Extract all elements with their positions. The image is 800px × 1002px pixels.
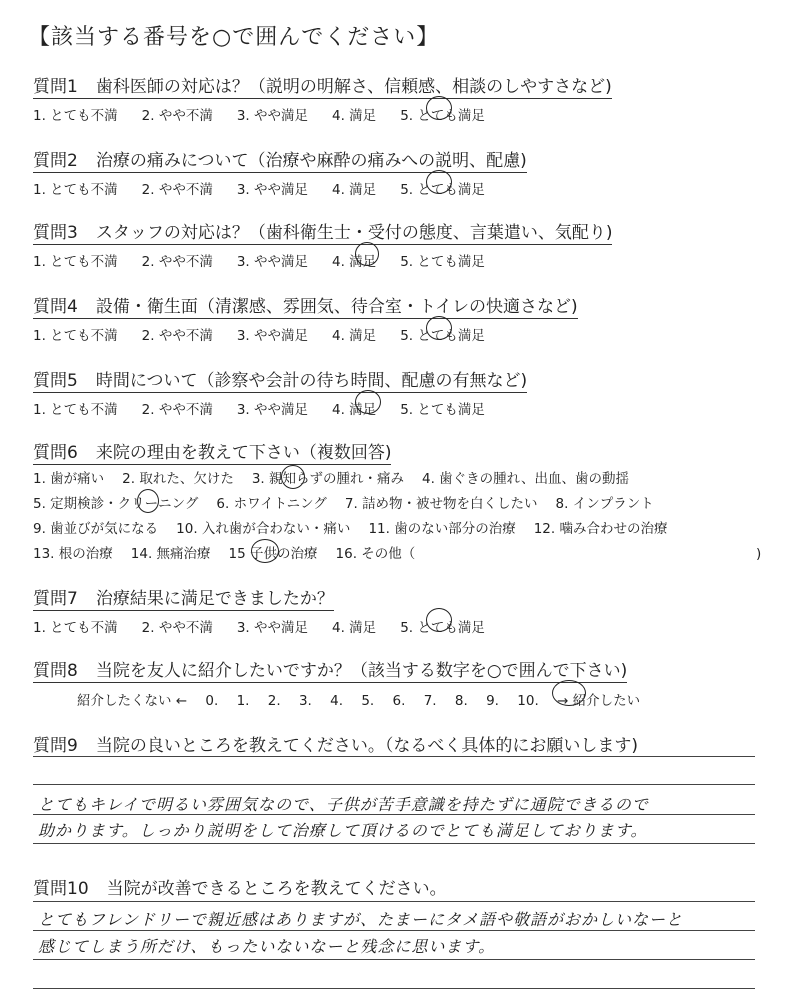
scale-value[interactable]: 6. [392,693,406,709]
question-8 [33,656,773,709]
question-7 [33,584,773,636]
scale-value[interactable]: 10. [517,693,539,709]
option-1[interactable]: 1. とても不満 [33,254,118,270]
reason-option[interactable]: 12. 噛み合わせの治療 [533,521,668,537]
reason-option[interactable]: 5. 定期検診・クリーニング [33,496,199,512]
reason-options [33,467,773,567]
question-text: 当院が改善できるところを教えてください。 [106,879,447,899]
scale-value[interactable]: 8. [454,693,468,709]
question-number: 質問1 [33,77,78,97]
reason-option[interactable]: 14. 無痛治療 [130,546,211,562]
question-9 [33,731,773,757]
reason-option[interactable]: 10. 入れ歯が合わない・痛い [176,521,351,537]
options [33,250,773,270]
option-4[interactable]: 4. 満足 [332,402,377,418]
question-text: 治療の痛みについて（治療や麻酔の痛みへの説明、配慮) [95,151,527,171]
question-number: 質問9 [33,736,78,756]
recommend-scale [33,689,773,709]
handwritten-answer-line: とてもフレンドリーで親近感はありますが、たまーにタメ語や敬語がおかしいなーと [38,910,683,929]
option-5[interactable]: 5. とても満足 [400,402,485,418]
option-5[interactable]: 5. とても満足 [400,108,485,124]
option-4[interactable]: 4. 満足 [332,182,377,198]
other-close-paren: ) [756,546,762,562]
option-3[interactable]: 3. やや満足 [236,182,309,198]
option-2[interactable]: 2. やや不満 [141,402,213,418]
option-3[interactable]: 3. やや満足 [236,254,309,270]
scale-value[interactable]: 0. [205,693,219,709]
question-text: 歯科医師の対応は？（説明の明解さ、信頼感、相談のしやすさなど) [95,77,612,97]
option-3[interactable]: 3. やや満足 [236,108,309,124]
question-text: 時間について（診察や会計の待ち時間、配慮の有無など) [95,371,528,391]
option-5[interactable]: 5. とても満足 [400,254,485,270]
handwritten-answer-line: 助かります。しっかり説明をして治療して頂けるのでとても満足しております。 [38,821,648,840]
option-3[interactable]: 3. やや満足 [236,402,309,418]
scale-value[interactable]: 5. [361,693,375,709]
page-title: 【該当する番号を○で囲んでください】 [28,25,440,50]
question-number: 質問3 [33,223,78,243]
question-text: スタッフの対応は？（歯科衛生士・受付の態度、言葉遣い、気配り) [95,223,613,243]
reason-option[interactable]: 16. その他（ [335,546,416,562]
question-10 [33,874,773,900]
option-5[interactable]: 5. とても満足 [400,182,485,198]
option-2[interactable]: 2. やや不満 [141,182,213,198]
option-3[interactable]: 3. やや満足 [236,328,309,344]
option-4[interactable]: 4. 満足 [332,620,377,636]
reason-option[interactable]: 1. 歯が痛い [33,471,105,487]
answer-line [33,901,755,902]
option-4[interactable]: 4. 満足 [332,108,377,124]
scale-value[interactable]: 4. [330,693,344,709]
answer-line [33,814,755,815]
reason-option[interactable]: 13. 根の治療 [33,546,113,562]
scale-value[interactable]: 1. [236,693,250,709]
reason-option[interactable]: 11. 歯のない部分の治療 [368,521,516,537]
option-2[interactable]: 2. やや不満 [141,620,213,636]
options [33,104,773,124]
option-2[interactable]: 2. やや不満 [141,108,213,124]
question-number: 質問10 [33,879,89,899]
reason-option[interactable]: 8. インプラント [555,496,654,512]
answer-line [33,843,755,844]
question-2 [33,146,773,198]
question-text: 設備・衛生面（清潔感、雰囲気、待合室・トイレの快適さなど) [95,297,578,317]
scale-value[interactable]: 2. [267,693,281,709]
question-3 [33,218,773,270]
options [33,616,773,636]
question-number: 質問4 [33,297,78,317]
answer-line [33,756,755,757]
question-number: 質問5 [33,371,78,391]
reason-option[interactable]: 4. 歯ぐきの腫れ、出血、歯の動揺 [422,471,629,487]
answer-line [33,959,755,960]
option-4[interactable]: 4. 満足 [332,254,377,270]
reason-option[interactable]: 7. 詰め物・被せ物を白くしたい [344,496,538,512]
option-1[interactable]: 1. とても不満 [33,328,118,344]
question-1 [33,72,773,124]
question-4 [33,292,773,344]
option-2[interactable]: 2. やや不満 [141,328,213,344]
question-number: 質問6 [33,443,78,463]
handwritten-answer-line: 感じてしまう所だけ、もったいないなーと残念に思います。 [38,937,496,956]
reason-option[interactable]: 3. 親知らずの腫れ・痛み [251,471,405,487]
option-3[interactable]: 3. やや満足 [236,620,309,636]
question-text: 当院の良いところを教えてください。（なるべく具体的にお願いします) [95,736,638,756]
options [33,324,773,344]
handwritten-answer-line: とてもキレイで明るい雰囲気なので、子供が苦手意識を持たずに通院できるので [38,795,649,814]
option-1[interactable]: 1. とても不満 [33,182,118,198]
reason-option[interactable]: 2. 取れた、欠けた [122,471,234,487]
question-number: 質問8 [33,661,78,681]
question-5 [33,366,773,418]
scale-value[interactable]: 7. [423,693,437,709]
option-5[interactable]: 5. とても満足 [400,620,485,636]
answer-line [33,988,755,989]
option-5[interactable]: 5. とても満足 [400,328,485,344]
scale-value[interactable]: 9. [486,693,499,709]
option-2[interactable]: 2. やや不満 [141,254,213,270]
question-text: 来院の理由を教えて下さい（複数回答) [95,443,392,463]
reason-option[interactable]: 6. ホワイトニング [216,496,327,512]
scale-right-label: → 紹介したい [557,693,641,709]
option-4[interactable]: 4. 満足 [332,328,377,344]
question-6 [33,438,773,567]
question-number: 質問2 [33,151,78,171]
option-1[interactable]: 1. とても不満 [33,108,118,124]
question-text: 当院を友人に紹介したいですか？（該当する数字を○で囲んで下さい) [95,661,628,681]
option-1[interactable]: 1. とても不満 [33,402,118,418]
options [33,178,773,198]
question-text: 治療結果に満足できましたか？ [95,589,334,609]
options [33,398,773,418]
answer-line [33,930,755,931]
reason-option[interactable]: 9. 歯並びが気になる [33,521,159,537]
question-number: 質問7 [33,589,78,609]
option-1[interactable]: 1. とても不満 [33,620,118,636]
reason-option[interactable]: 15 子供の治療 [228,546,318,562]
scale-left-label: 紹介したくない ← [77,693,188,709]
answer-line [33,784,755,785]
scale-value[interactable]: 3. [298,693,312,709]
